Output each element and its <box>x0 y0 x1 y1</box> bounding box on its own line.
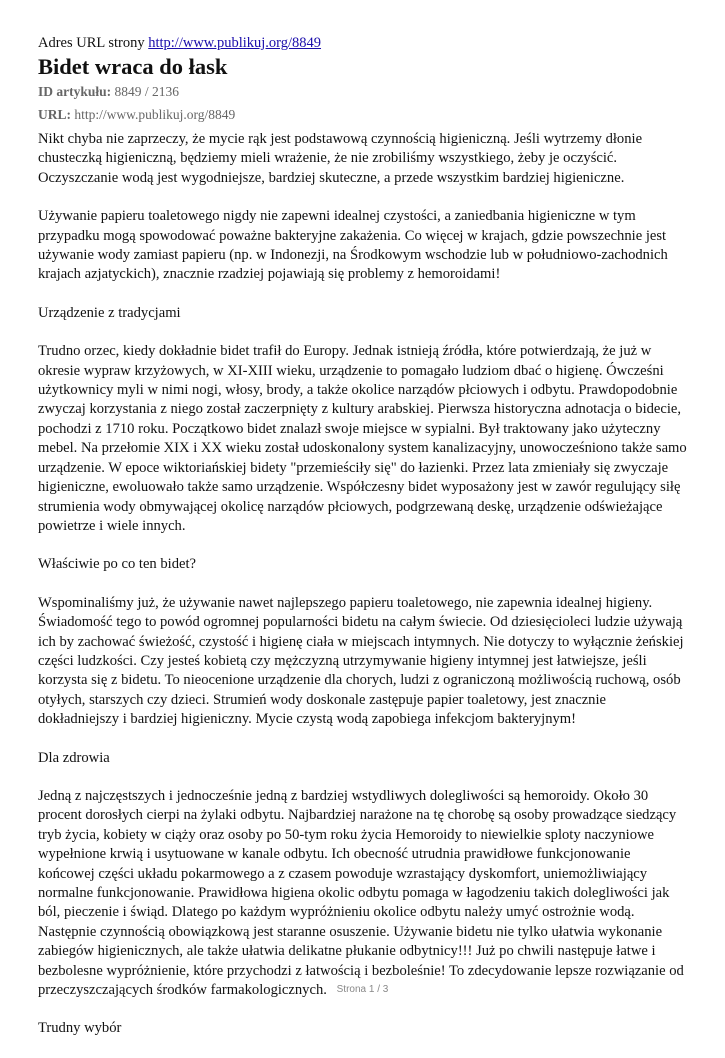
paragraph: Używanie papieru toaletowego nigdy nie zapewni idealnej czystości, a zaniedbania higieniczne w tym przypadku mogą spowodować poważne bakteryjne zakażenia. Co więcej w krajach, gdzie powszechnie jest używanie wody zamiast papieru (np. w Indonezji, na Środkowym wschodzie lub w południowo-zachodnich krajach azjatyckich), znacznie rzadziej pojawiają się problemy z hemoroidami! <box>38 208 668 283</box>
url-link[interactable]: http://www.publikuj.org/8849 <box>148 35 322 51</box>
article-id-label: ID artykułu: <box>38 84 112 99</box>
page-footer: Strona 1 / 3 <box>336 984 389 995</box>
document-page <box>38 34 688 1058</box>
paragraph: Jedną z najczęstszych i jednocześnie jedną z bardziej wstydliwych dolegliwości są hemoroidy. Około 30 procent dorosłych cierpi na żylaki odbytu. Najbardziej narażone na tę chorobę są osoby prowadzące siedzący tryb życia, kobiety w ciąży oraz osoby po 50-tym roku życia Hemoroidy to niewielkie sploty naczyniowe wypełnione krwią i usytuowane w kanale odbytu. Ich obecność utrudnia prawidłowe funkcjonowanie końcowej części układu pokarmowego a z czasem powoduje wzrastający dyskomfort, uniemożliwiający normalne funkcjonowanie. Prawidłowa higiena okolic odbytu pomaga w łagodzeniu takich dolegliwości jak ból, pieczenie i świąd. Dlatego po każdym wypróżnieniu okolice odbytu należy umyć ostrożnie wodą. Następnie czynnością obowiązkową jest staranne osuszenie. Używanie bidetu nie tylko ułatwia wykonanie zabiegów higienicznych, ale także ułatwia delikatne płukanie odbytnicy!!! Już po chwili następuje łatwe i bezbolesne wypróżnienie, które przychodzi z łatwością i bezboleśnie! To zdecydowanie lepsze rozwiązanie od przeczyszczających środków farmakologicznych. <box>38 787 684 999</box>
article-url-value: http://www.publikuj.org/8849 <box>74 107 236 122</box>
paragraph: Wspominaliśmy już, że używanie nawet najlepszego papieru toaletowego, nie zapewnia idealnej higieny. Świadomość tego to powód ogromnej popularności bidetu na całym świecie. Od dziesięcioleci ludzie używają ich by zachować świeżość, czystość i higienę ciała w miejscach intymnych. Nie dotyczy to wyłącznie żeńskiej części ludzkości. Czy jesteś kobietą czy mężczyzną utrzymywanie higieny intymnej jest łatwiejsze, jeśli korzysta się z bidetu. To nieocenione urządzenie dla chorych, ludzi z ograniczoną możliwością ruchową, osób otyłych, starszych czy dzieci. Strumień wody doskonale zastępuje papier toaletowy, jest znacznie dokładniejszy i bardziej higieniczny. Mycie czystą wodą zapobiega infekcjom bakteryjnym! <box>38 594 684 728</box>
url-line <box>38 34 688 52</box>
section-heading: Właściwie po co ten bidet? <box>38 556 197 573</box>
article-id <box>38 84 688 100</box>
paragraph: Trudno orzec, kiedy dokładnie bidet trafił do Europy. Jednak istnieją źródła, które potwierdzają, że już w okresie wypraw krzyżowych, w XI-XIII wieku, urządzenie to pomagało ludziom dbać o higienę. Ówcześni użytkownicy myli w nimi nogi, włosy, brody, a także okolice narządów płciowych i odbytu. Prawdopodobnie zwyczaj korzystania z niego został zaczerpnięty z kultury arabskiej. Pierwsza historyczna adnotacja o bidecie, pochodzi z 1710 roku. Początkowo bidet znalazł swoje miejsce w sypialni. Był traktowany jako użyteczny mebel. Na przełomie XIX i XX wieku został udoskonalony system kanalizacyjny, unowocześniono także samo urządzenie. W epoce wiktoriańskiej bidety "przemieściły się" do łazienki. Przez lata zmieniały się zwyczaje higieniczne, ewoluowało także samo urządzenie. Współczesny bidet wyposażony jest w zawór regulujący siłę strumienia wody obmywającej okolicę narządów płciowych, podgrzewaną deskę, urządzenie odświeżające powietrze i wiele innych. <box>38 343 687 534</box>
article-title: Bidet wraca do łask <box>38 54 228 79</box>
article-url <box>38 107 688 123</box>
article-body <box>38 130 688 1039</box>
paragraph: Nikt chyba nie zaprzeczy, że mycie rąk jest podstawową czynnością higieniczną. Jeśli wytrzemy dłonie chusteczką higieniczną, będziemy mieli wrażenie, że nie zrobiliśmy wszystkiego, żeby je oczyścić. Oczyszczanie wodą jest wygodniejsze, bardziej skuteczne, a przede wszystkim bardziej higieniczne. <box>38 131 643 186</box>
article-id-value: 8849 / 2136 <box>114 84 180 99</box>
section-heading: Trudny wybór <box>38 1020 122 1037</box>
section-heading: Urządzenie z tradycjami <box>38 304 181 321</box>
url-prefix: Adres URL strony <box>38 35 145 51</box>
section-heading: Dla zdrowia <box>38 749 110 766</box>
article-url-label: URL: <box>38 107 71 122</box>
